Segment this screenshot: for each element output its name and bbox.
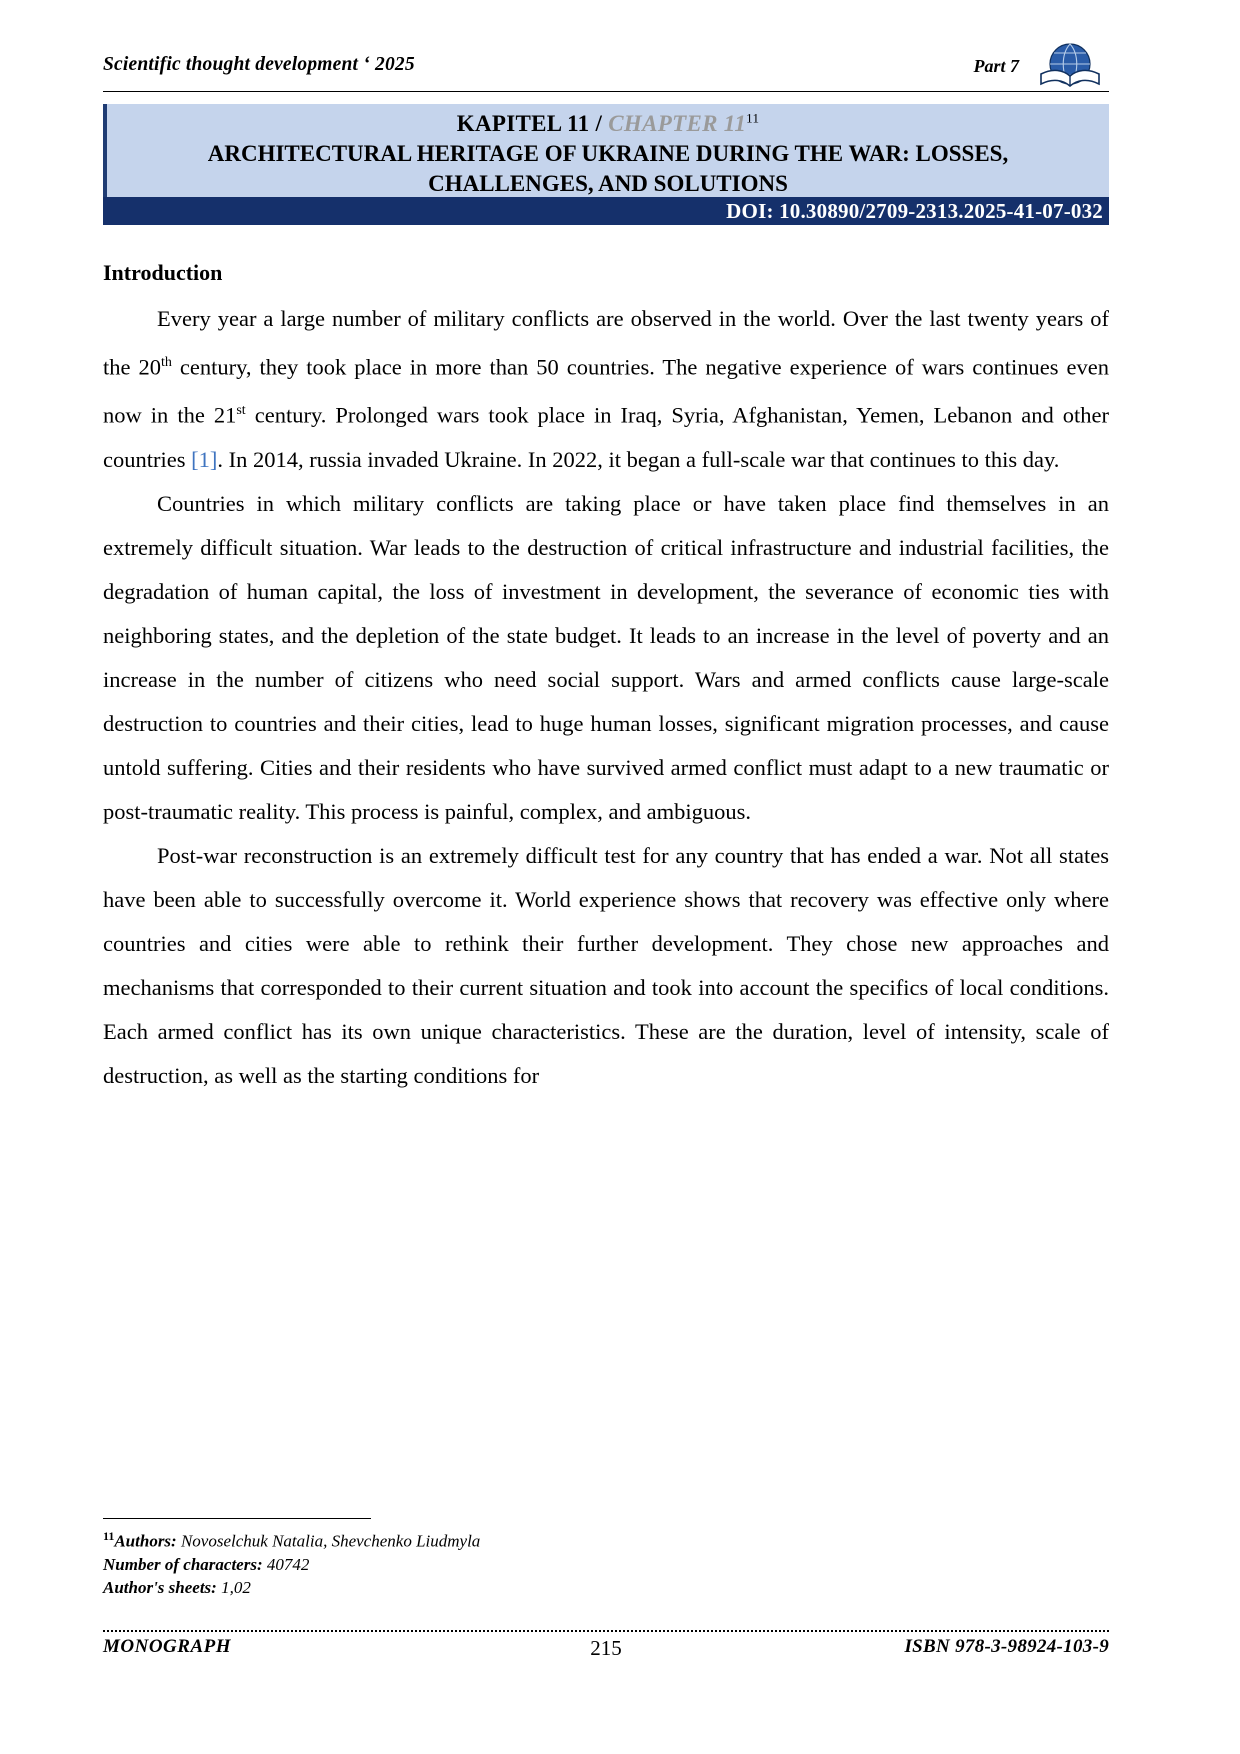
open-book-globe-logo-icon [1031,40,1109,94]
footnote-characters [103,1553,1109,1576]
page-footer [103,1636,1109,1666]
footnote-authors-value: Novoselchuk Natalia, Shevchenko Liudmyla [176,1531,481,1551]
chapter-footnote-marker: 11 [746,110,760,126]
chapter-number-line [107,110,1109,139]
kapitel-label: KAPITEL 11 / [456,111,609,136]
footer-isbn: ISBN 978-3-98924-103-9 [904,1636,1109,1657]
footnote-sheets [103,1576,1109,1599]
footnote-marker: 11 [103,1529,115,1543]
footnote-sheets-label: Author's sheets: [103,1577,217,1597]
doi-bar [103,197,1109,225]
footnote-authors-label: Authors: [114,1531,177,1551]
doi-text: DOI: 10.30890/2709-2313.2025-41-07-032 [726,199,1103,223]
running-head-part: Part 7 [973,56,1019,76]
page-title: ARCHITECTURAL HERITAGE OF UKRAINE DURING THE WAR: LOSSES, CHALLENGES, AND SOLUTIONS [207,140,1009,196]
page-number: 215 [590,1636,622,1660]
running-head-title: Scientific thought development ‘ 2025 [103,54,415,75]
footnote-characters-label: Number of characters: [103,1554,263,1574]
footnote-sheets-value: 1,02 [216,1577,251,1597]
reference-link-1[interactable]: [1] [191,446,218,472]
chapter-title-block [103,104,1109,203]
footer-monograph-label: MONOGRAPH [103,1636,232,1657]
footnote-block [103,1518,1109,1599]
footnote-characters-value: 40742 [262,1554,310,1574]
chapter-label: CHAPTER 11 [608,111,747,136]
footer-separator [103,1630,1109,1632]
section-heading: Introduction [103,260,223,285]
running-head [103,52,1109,92]
paragraph-2: Countries in which military conflicts are taking place or have taken place find themselves in an extremely difficult situation. War leads to the destruction of critical infrastructure and industrial facilities, the degradation of human capital, the loss of investment in development, the severance of economic ties with neighboring states, and the depletion of the state budget. It leads to an increase in the level of poverty and an increase in the number of citizens who need social support. Wars and armed conflicts cause large-scale destruction to countries and their cities, lead to huge human losses, significant migration processes, and cause untold suffering. Cities and their residents who have survived armed conflict must adapt to a new traumatic or post-traumatic reality. This process is painful, complex, and ambiguous. [103,490,1109,824]
body-content [103,258,1109,1098]
footnote-authors [103,1525,1109,1553]
footnote-separator [103,1518,371,1519]
paragraph-3: Post-war reconstruction is an extremely difficult test for any country that has ended a war. Not all states have been able to successfully overcome it. World experience shows that recovery was effective only where countries and cities were able to rethink their further development. They chose new approaches and mechanisms that corresponded to their current situation and took into account the specifics of local conditions. Each armed conflict has its own unique characteristics. These are the duration, level of intensity, scale of destruction, as well as the starting conditions for [103,842,1109,1088]
ordinal-21: st [236,403,246,419]
ordinal-20: th [161,354,172,370]
paragraph-1: Every year a large number of military conflicts are observed in the world. Over the last twenty years of the 20th century, they took place in more than 50 countries. The negative experience of wars continues even now in the 21st century. Prolonged wars took place in Iraq, Syria, Afghanistan, Yemen, Lebanon and other countries [1]. In 2014, russia invaded Ukraine. In 2022, it began a full-scale war that continues to this day. [103,305,1109,472]
